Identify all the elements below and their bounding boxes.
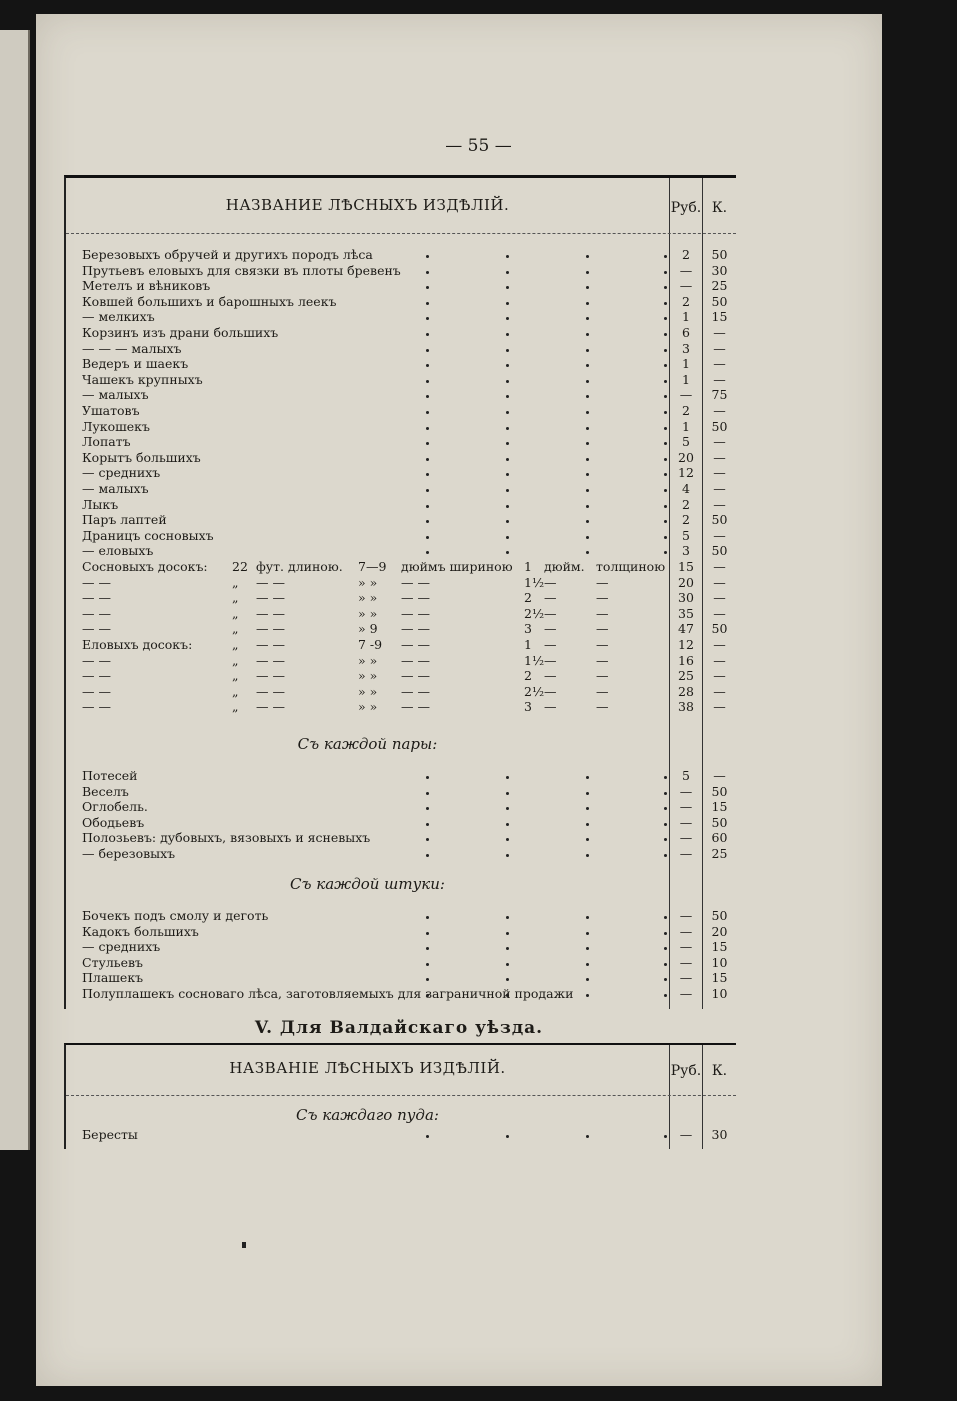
table-row	[66, 815, 736, 831]
price-table-main	[64, 175, 736, 1009]
leader-dots	[66, 419, 666, 435]
board-width-unit: — —	[401, 699, 430, 715]
price-rubles: 20	[678, 574, 694, 590]
board-row	[66, 575, 736, 591]
price-kopecks: 25	[711, 278, 728, 294]
board-thickness-label: —	[596, 621, 609, 637]
table-row	[66, 970, 736, 986]
price-rubles: 1	[682, 309, 690, 325]
table-row	[66, 450, 736, 466]
price-kopecks: 50	[711, 621, 728, 637]
table-row	[66, 403, 736, 419]
board-row	[66, 699, 736, 715]
price-kopecks: —	[713, 574, 726, 590]
table-header-name: НАЗВАНИЕ ЛѢСНЫХЪ ИЗДѢЛІЙ.	[225, 196, 510, 214]
board-thickness-label: —	[596, 699, 609, 715]
board-thickness-label: —	[596, 683, 609, 699]
board-length-unit: — —	[256, 574, 285, 590]
leader-dots	[66, 1127, 666, 1143]
price-kopecks: 30	[711, 1127, 728, 1142]
ink-mark	[242, 1242, 246, 1248]
price-kopecks: —	[713, 668, 726, 684]
board-thickness-unit: —	[544, 574, 557, 590]
board-length: „	[232, 652, 239, 668]
table-row	[66, 309, 736, 325]
board-thickness-unit: —	[544, 590, 557, 606]
price-kopecks: 75	[711, 387, 728, 403]
price-kopecks: 20	[711, 923, 728, 939]
board-width-unit: дюймъ шириною	[401, 559, 513, 574]
price-kopecks: 10	[711, 954, 728, 970]
item-name: Полозьевъ: дубовыхъ, вязовыхъ и ясневыхъ	[82, 830, 371, 846]
table-row	[66, 512, 736, 528]
table-row	[66, 372, 736, 388]
price-rubles: 30	[678, 590, 694, 606]
item-name: — среднихъ	[82, 465, 161, 481]
board-width: 7 -9	[358, 637, 383, 652]
price-rubles: 16	[678, 652, 694, 668]
table-header-kop: К.	[711, 1063, 728, 1079]
price-kopecks: 50	[711, 247, 728, 262]
board-kind: — —	[82, 699, 111, 715]
leader-dots	[66, 497, 666, 513]
board-row	[66, 637, 736, 653]
item-name: — — — малыхъ	[82, 340, 182, 356]
item-name: — малыхъ	[82, 481, 149, 496]
table-header-kop: К.	[711, 200, 728, 216]
item-name: Чашекъ крупныхъ	[82, 371, 203, 387]
item-name: Драницъ сосновыхъ	[82, 527, 214, 543]
price-rubles: 47	[678, 621, 694, 637]
board-thickness: 3	[524, 621, 532, 637]
item-name: Потесей	[82, 768, 138, 783]
table-row	[66, 799, 736, 815]
board-kind: — —	[82, 652, 111, 668]
price-kopecks: 15	[711, 799, 728, 815]
price-rubles: 35	[678, 605, 694, 621]
board-kind: — —	[82, 605, 111, 621]
board-length: „	[232, 683, 239, 699]
board-kind: Еловыхъ досокъ:	[82, 637, 193, 652]
leader-dots	[66, 784, 666, 800]
table-row	[66, 830, 736, 846]
board-kind: — —	[82, 574, 111, 590]
table-row	[66, 481, 736, 497]
price-rubles: —	[679, 830, 693, 846]
board-thickness: 1½	[524, 574, 545, 590]
board-length-unit: — —	[256, 699, 285, 715]
price-rubles: —	[679, 939, 693, 955]
board-thickness: 1	[524, 559, 532, 574]
price-kopecks: —	[713, 496, 726, 512]
board-row	[66, 559, 736, 575]
leader-dots	[66, 309, 666, 325]
board-thickness-unit: —	[544, 605, 557, 621]
board-row	[66, 606, 736, 622]
board-kind: — —	[82, 590, 111, 606]
board-kind: Сосновыхъ досокъ:	[82, 559, 208, 574]
table-row	[66, 768, 736, 784]
board-row	[66, 653, 736, 669]
table-row	[66, 325, 736, 341]
price-rubles: 2	[682, 403, 690, 418]
board-thickness-unit: —	[544, 637, 557, 652]
item-name: Лопатъ	[82, 434, 131, 450]
price-rubles: —	[679, 783, 693, 799]
board-width-unit: — —	[401, 621, 430, 637]
board-row	[66, 590, 736, 606]
table-row	[66, 387, 736, 403]
adjacent-page-edge	[0, 30, 30, 1150]
board-length: „	[232, 574, 239, 590]
board-width-unit: — —	[401, 574, 430, 590]
board-length: 22	[232, 559, 248, 574]
price-rubles: 5	[682, 768, 690, 783]
leader-dots	[66, 970, 666, 986]
table-row	[66, 263, 736, 279]
price-kopecks: 30	[711, 262, 728, 278]
item-name: — березовыхъ	[82, 846, 176, 861]
leader-dots	[66, 768, 666, 784]
board-length-unit: — —	[256, 605, 285, 621]
leader-dots	[66, 403, 666, 419]
price-rubles: 3	[682, 543, 690, 559]
board-row	[66, 668, 736, 684]
leader-dots	[66, 434, 666, 450]
board-thickness-label: —	[596, 652, 609, 668]
board-length-unit: — —	[256, 590, 285, 606]
price-rubles: 1	[682, 371, 690, 387]
price-kopecks: —	[713, 434, 726, 450]
price-rubles: —	[679, 1127, 693, 1142]
price-kopecks: —	[713, 605, 726, 621]
price-rubles: —	[679, 970, 693, 986]
board-length-unit: — —	[256, 637, 285, 652]
price-rubles: 1	[682, 356, 690, 372]
price-rubles: 2	[682, 247, 690, 262]
board-width-unit: — —	[401, 668, 430, 684]
price-kopecks: —	[713, 403, 726, 418]
item-name: Корытъ большихъ	[82, 449, 201, 465]
section-heading-pieces: Съ каждой штуки:	[290, 875, 445, 893]
price-rubles: 12	[678, 465, 694, 481]
price-rubles: 3	[682, 340, 690, 356]
board-thickness-unit: —	[544, 668, 557, 684]
board-thickness-label: —	[596, 574, 609, 590]
item-name: Корзинъ изъ драни большихъ	[82, 325, 279, 340]
board-thickness-unit: —	[544, 683, 557, 699]
board-thickness: 3	[524, 699, 532, 715]
price-rubles: —	[679, 954, 693, 970]
board-width: » »	[358, 574, 378, 590]
table-header-rub: Руб.	[670, 200, 702, 216]
board-width: » »	[358, 668, 378, 684]
section-heading-pairs: Съ каждой пары:	[297, 735, 438, 753]
price-kopecks: 10	[711, 986, 728, 1001]
table-row	[66, 465, 736, 481]
table-header-name: НАЗВАНІЕ ЛѢСНЫХЪ ИЗДѢЛІЙ.	[229, 1059, 506, 1077]
price-kopecks: —	[713, 652, 726, 668]
price-rubles: —	[679, 986, 693, 1001]
board-length-unit: фут. длиною.	[256, 559, 343, 574]
board-thickness: 2½	[524, 683, 545, 699]
item-name: Метелъ и вѣниковъ	[82, 278, 211, 294]
price-rubles: 4	[682, 481, 690, 496]
table-row	[66, 294, 736, 310]
price-kopecks: 50	[711, 512, 728, 528]
table-row	[66, 1127, 736, 1143]
board-kind: — —	[82, 683, 111, 699]
table-row	[66, 341, 736, 357]
board-length: „	[232, 590, 239, 606]
price-kopecks: —	[713, 449, 726, 465]
price-rubles: 1	[682, 418, 690, 434]
table-row	[66, 955, 736, 971]
item-name: Кадокъ большихъ	[82, 923, 199, 939]
board-thickness-unit: —	[544, 699, 557, 715]
board-width-unit: — —	[401, 683, 430, 699]
price-kopecks: —	[713, 559, 726, 574]
board-width-unit: — —	[401, 590, 430, 606]
item-name: Ведеръ и шаекъ	[82, 356, 189, 372]
item-name: Бересты	[82, 1127, 138, 1142]
board-width: 7—9	[358, 559, 387, 574]
item-name: Плашекъ	[82, 970, 144, 986]
item-name: Оглобель.	[82, 799, 148, 815]
price-kopecks: —	[713, 768, 726, 783]
price-kopecks: 15	[711, 939, 728, 955]
price-rubles: 5	[682, 434, 690, 450]
board-row	[66, 684, 736, 700]
price-kopecks: —	[713, 699, 726, 715]
board-thickness-unit: дюйм.	[544, 559, 585, 574]
board-length: „	[232, 637, 239, 652]
leader-dots	[66, 799, 666, 815]
item-name: Веселъ	[82, 783, 129, 799]
price-rubles: —	[679, 799, 693, 815]
table-row	[66, 278, 736, 294]
page-number: — 55 —	[445, 136, 512, 156]
item-name: Прутьевъ еловыхъ для связки въ плоты бревенъ	[82, 262, 401, 278]
price-rubles: 38	[678, 699, 694, 715]
board-width: » 9	[358, 621, 378, 637]
price-kopecks: —	[713, 356, 726, 372]
board-thickness-label: —	[596, 590, 609, 606]
table-row	[66, 986, 736, 1002]
price-kopecks: 50	[711, 543, 728, 559]
board-width: » »	[358, 605, 378, 621]
price-rubles: 15	[678, 559, 694, 574]
table-row	[66, 356, 736, 372]
price-kopecks: 60	[711, 830, 728, 846]
board-width: » »	[358, 590, 378, 606]
item-name: Бочекъ подъ смолу и деготь	[82, 908, 269, 923]
table-row	[66, 247, 736, 263]
price-kopecks: 50	[711, 783, 728, 799]
price-kopecks: —	[713, 481, 726, 496]
table-row	[66, 908, 736, 924]
price-rubles: —	[679, 814, 693, 830]
board-width-unit: — —	[401, 637, 430, 652]
price-table-valdai	[64, 1043, 736, 1149]
price-rubles: 20	[678, 449, 694, 465]
district-heading: V. Для Валдайскаго уѣзда.	[254, 1018, 544, 1038]
item-name: Ковшей большихъ и барошныхъ леекъ	[82, 293, 337, 309]
table-row	[66, 784, 736, 800]
price-kopecks: 50	[711, 293, 728, 309]
price-rubles: —	[679, 923, 693, 939]
table-row	[66, 924, 736, 940]
item-name: Лукошекъ	[82, 418, 150, 434]
board-length-unit: — —	[256, 683, 285, 699]
price-rubles: 2	[682, 293, 690, 309]
leader-dots	[66, 543, 666, 559]
item-name: — среднихъ	[82, 939, 161, 955]
leader-dots	[66, 815, 666, 831]
price-kopecks: 50	[711, 908, 728, 923]
leader-dots	[66, 481, 666, 497]
table-row	[66, 939, 736, 955]
board-thickness-label: —	[596, 668, 609, 684]
price-kopecks: —	[713, 325, 726, 340]
table-header-rub: Руб.	[670, 1063, 702, 1079]
price-rubles: —	[679, 908, 693, 923]
price-kopecks: —	[713, 371, 726, 387]
board-length-unit: — —	[256, 668, 285, 684]
leader-dots	[66, 955, 666, 971]
price-rubles: —	[679, 262, 693, 278]
item-name: Ободьевъ	[82, 814, 145, 830]
board-length: „	[232, 668, 239, 684]
table-row	[66, 419, 736, 435]
board-width: » »	[358, 652, 378, 668]
price-kopecks: 50	[711, 418, 728, 434]
item-name: Ушатовъ	[82, 403, 140, 418]
price-kopecks: —	[713, 465, 726, 481]
price-rubles: —	[679, 846, 693, 861]
price-rubles: 5	[682, 527, 690, 543]
price-kopecks: —	[713, 340, 726, 356]
price-kopecks: —	[713, 590, 726, 606]
item-name: Стульевъ	[82, 954, 143, 970]
board-thickness: 2	[524, 668, 532, 684]
board-length-unit: — —	[256, 652, 285, 668]
board-kind: — —	[82, 668, 111, 684]
section-heading-pud: Съ каждаго пуда:	[296, 1106, 439, 1124]
table-row	[66, 434, 736, 450]
board-thickness: 1	[524, 637, 532, 652]
header-rule	[66, 1095, 736, 1096]
item-name: — малыхъ	[82, 387, 149, 403]
item-name: Паръ лаптей	[82, 512, 167, 528]
price-kopecks: —	[713, 683, 726, 699]
board-width: » »	[358, 699, 378, 715]
price-kopecks: —	[713, 637, 726, 652]
table-row	[66, 497, 736, 513]
price-rubles: 25	[678, 668, 694, 684]
board-width-unit: — —	[401, 652, 430, 668]
price-kopecks: —	[713, 527, 726, 543]
board-thickness: 2	[524, 590, 532, 606]
item-name: Лыкъ	[82, 496, 119, 512]
price-kopecks: 50	[711, 814, 728, 830]
table-row	[66, 846, 736, 862]
board-width: » »	[358, 683, 378, 699]
item-name: Полуплашекъ сосноваго лѣса, заготовляемыхъ для заграничной продажи	[82, 986, 574, 1001]
price-rubles: 2	[682, 512, 690, 528]
price-rubles: —	[679, 278, 693, 294]
board-length-unit: — —	[256, 621, 285, 637]
board-thickness: 1½	[524, 652, 545, 668]
price-rubles: 28	[678, 683, 694, 699]
board-length: „	[232, 699, 239, 715]
board-thickness: 2½	[524, 605, 545, 621]
price-rubles: 6	[682, 325, 690, 340]
board-thickness-unit: —	[544, 652, 557, 668]
item-name: — мелкихъ	[82, 309, 155, 325]
price-rubles: 2	[682, 496, 690, 512]
board-row	[66, 621, 736, 637]
price-kopecks: 15	[711, 309, 728, 325]
price-rubles: —	[679, 387, 693, 403]
board-thickness-unit: —	[544, 621, 557, 637]
price-kopecks: 15	[711, 970, 728, 986]
board-length: „	[232, 605, 239, 621]
leader-dots	[66, 387, 666, 403]
board-thickness-label: —	[596, 605, 609, 621]
board-width-unit: — —	[401, 605, 430, 621]
price-kopecks: 25	[711, 846, 728, 861]
board-thickness-label: толщиною	[596, 559, 666, 574]
item-name: — еловыхъ	[82, 543, 154, 559]
header-rule	[66, 233, 736, 234]
table-row	[66, 528, 736, 544]
board-length: „	[232, 621, 239, 637]
board-thickness-label: —	[596, 637, 609, 652]
table-row	[66, 543, 736, 559]
board-kind: — —	[82, 621, 111, 637]
price-rubles: 12	[678, 637, 694, 652]
item-name: Березовыхъ обручей и другихъ породъ лѣса	[82, 247, 373, 262]
